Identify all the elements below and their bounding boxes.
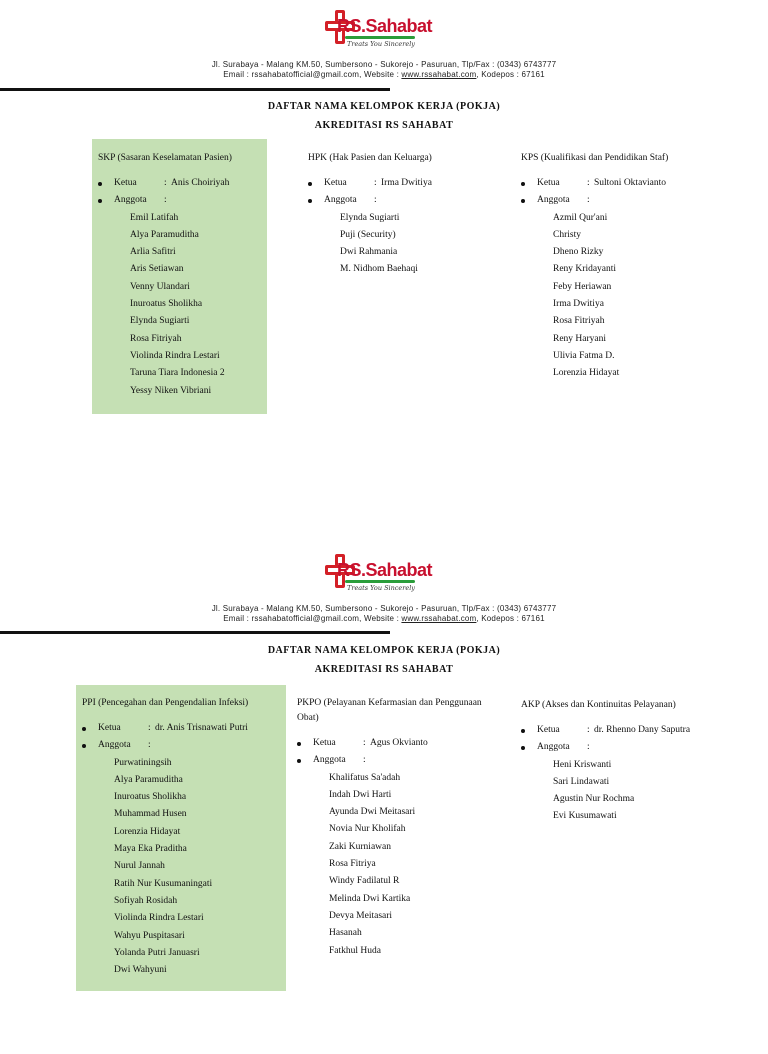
bullet-icon	[98, 182, 102, 186]
hospital-logo	[323, 10, 433, 54]
member-name: Muhammad Husen	[114, 809, 187, 820]
anggota-row	[98, 192, 266, 209]
bullet-icon	[82, 727, 86, 731]
contact-line: Email : rssahabatofficial@gmail.com, Website : www.rssahabat.com, Kodepos : 67161	[223, 614, 545, 623]
member-name: Zaki Kurniawan	[329, 841, 391, 852]
ketua-label: Ketua	[313, 738, 336, 748]
member-name: Indah Dwi Harti	[329, 789, 392, 800]
colon: :	[148, 723, 151, 733]
anggota-row	[297, 752, 502, 769]
ketua-row	[308, 175, 508, 192]
member-name: Taruna Tiara Indonesia 2	[130, 368, 225, 379]
member-name: Puji (Security)	[340, 229, 396, 240]
member-name: Ayunda Dwi Meitasari	[329, 807, 416, 818]
document-subtitle: AKREDITASI RS SAHABAT	[314, 664, 454, 675]
ketua-row	[521, 722, 721, 739]
website-link[interactable]: www.rssahabat.com	[401, 614, 477, 623]
member-name: Violinda Rindra Lestari	[130, 350, 220, 361]
contact-line: Email : rssahabatofficial@gmail.com, Website : www.rssahabat.com, Kodepos : 67161	[223, 70, 545, 79]
member-name: Agustin Nur Rochma	[553, 794, 635, 805]
anggota-label: Anggota	[537, 742, 570, 753]
ketua-row	[521, 175, 721, 192]
bullet-icon	[98, 199, 102, 203]
member-name: Devya Meitasari	[329, 910, 393, 921]
ketua-row	[98, 175, 266, 192]
colon: :	[148, 740, 151, 751]
ketua-name: Irma Dwitiya	[381, 178, 432, 188]
member-name: Fatkhul Huda	[329, 945, 381, 956]
colon: :	[164, 178, 167, 188]
member-name: Windy Fadilatul R	[329, 876, 400, 887]
colon: :	[374, 195, 377, 206]
member-name: Violinda Rindra Lestari	[114, 913, 204, 924]
member-name: Evi Kusumawati	[553, 811, 617, 822]
member-name: Sari Lindawati	[553, 776, 610, 787]
pokja-group-pkpo	[297, 696, 502, 960]
member-name: Rosa Fitriyah	[553, 316, 605, 327]
member-name: Dwi Wahyuni	[114, 965, 167, 976]
pokja-group-skp	[98, 151, 266, 400]
member-name: Feby Heriawan	[553, 281, 612, 292]
hospital-logo	[323, 554, 433, 598]
pokja-group-hpk	[308, 151, 508, 279]
member-name: Dheno Rizky	[553, 247, 604, 258]
colon: :	[363, 755, 366, 766]
member-name: Venny Ulandari	[130, 281, 190, 292]
member-name: Inuroatus Sholikha	[114, 792, 187, 803]
ketua-label: Ketua	[324, 178, 347, 188]
member-name: Yolanda Putri Januasri	[114, 947, 200, 958]
member-name: Wahyu Puspitasari	[114, 930, 185, 941]
bullet-icon	[521, 746, 525, 750]
anggota-row	[82, 737, 282, 754]
group-heading: PKPO (Pelayanan Kefarmasian dan Penggunaan Obat)	[297, 698, 482, 723]
member-name: Nurul Jannah	[114, 861, 165, 872]
document-title: DAFTAR NAMA KELOMPOK KERJA (POKJA)	[267, 101, 501, 112]
colon: :	[587, 742, 590, 753]
pokja-group-kps	[521, 151, 721, 383]
group-heading: PPI (Pencegahan dan Pengendalian Infeksi)	[82, 698, 249, 708]
member-name: Reny Haryani	[553, 333, 607, 344]
bullet-icon	[82, 744, 86, 748]
member-name: Rosa Fitriyah	[130, 333, 182, 344]
member-name: Arlia Safitri	[130, 247, 176, 258]
colon: :	[374, 178, 377, 188]
anggota-row	[308, 192, 508, 209]
bullet-icon	[297, 759, 301, 763]
logo-wordmark: RS.Sahabat	[337, 16, 433, 36]
bullet-icon	[521, 729, 525, 733]
member-name: Inuroatus Sholikha	[130, 299, 203, 310]
group-heading: AKP (Akses dan Kontinuitas Pelayanan)	[521, 700, 676, 710]
pokja-group-ppi	[82, 696, 282, 979]
member-name: Reny Kridayanti	[553, 264, 617, 275]
member-name: Sofiyah Rosidah	[114, 895, 178, 906]
ketua-label: Ketua	[98, 723, 121, 733]
ketua-row	[82, 720, 282, 737]
bullet-icon	[521, 199, 525, 203]
ketua-name: dr. Rhenno Dany Saputra	[594, 725, 691, 735]
logo-tagline: Treats You Sincerely	[347, 584, 415, 592]
website-link[interactable]: www.rssahabat.com	[401, 70, 477, 79]
member-name: Purwatiningsih	[114, 757, 172, 768]
group-heading: SKP (Sasaran Keselamatan Pasien)	[98, 153, 232, 163]
member-name: Aris Setiawan	[130, 264, 184, 275]
document-page-1	[0, 0, 768, 510]
colon: :	[363, 738, 366, 748]
document-title: DAFTAR NAMA KELOMPOK KERJA (POKJA)	[267, 645, 501, 656]
ketua-label: Ketua	[114, 178, 137, 188]
member-name: Alya Paramuditha	[130, 229, 199, 240]
colon: :	[164, 195, 167, 206]
header-divider	[0, 631, 390, 634]
group-heading: HPK (Hak Pasien dan Keluarga)	[308, 153, 432, 163]
anggota-label: Anggota	[98, 740, 131, 751]
member-name: Dwi Rahmania	[340, 247, 398, 258]
anggota-label: Anggota	[324, 195, 357, 206]
member-name: Elynda Sugiarti	[130, 316, 190, 327]
member-name: Rosa Fitriya	[329, 859, 376, 870]
member-name: Novia Nur Kholifah	[329, 824, 406, 835]
ketua-label: Ketua	[537, 725, 560, 735]
ketua-name: Sultoni Oktavianto	[594, 178, 667, 188]
ketua-row	[297, 735, 502, 752]
member-name: Khalifatus Sa'adah	[329, 772, 401, 783]
anggota-label: Anggota	[313, 755, 346, 766]
member-name: Azmil Qur'ani	[553, 212, 608, 223]
address-line: Jl. Surabaya - Malang KM.50, Sumbersono - Sukorejo - Pasuruan, Tlp/Fax : (0343) 6743777	[211, 604, 557, 613]
anggota-row	[521, 192, 721, 209]
ketua-name: dr. Anis Trisnawati Putri	[155, 723, 248, 733]
pokja-group-akp	[521, 698, 721, 826]
document-subtitle: AKREDITASI RS SAHABAT	[314, 120, 454, 131]
logo-swoosh	[345, 36, 415, 39]
member-name: Elynda Sugiarti	[340, 212, 400, 223]
header-divider	[0, 88, 390, 91]
member-name: Lorenzia Hidayat	[114, 826, 181, 837]
bullet-icon	[521, 182, 525, 186]
member-name: Heni Kriswanti	[553, 759, 612, 770]
member-name: Yessy Niken Vibriani	[130, 385, 212, 396]
member-name: Christy	[553, 229, 581, 240]
ketua-name: Agus Okvianto	[370, 738, 428, 748]
member-name: Ratih Nur Kusumaningati	[114, 878, 213, 889]
bullet-icon	[308, 199, 312, 203]
member-name: M. Nidhom Baehaqi	[340, 264, 418, 275]
anggota-label: Anggota	[114, 195, 147, 206]
member-name: Melinda Dwi Kartika	[329, 893, 411, 904]
member-name: Alya Paramuditha	[114, 774, 183, 785]
member-name: Irma Dwitiya	[553, 299, 604, 310]
member-name: Hasanah	[329, 928, 362, 939]
colon: :	[587, 725, 590, 735]
member-name: Ulivia Fatma D.	[553, 350, 615, 361]
logo-tagline: Treats You Sincerely	[347, 40, 415, 48]
bullet-icon	[308, 182, 312, 186]
logo-swoosh	[345, 580, 415, 583]
anggota-row	[521, 739, 721, 756]
ketua-name: Anis Choiriyah	[171, 178, 230, 188]
ketua-label: Ketua	[537, 178, 560, 188]
logo-wordmark: RS.Sahabat	[337, 560, 433, 580]
colon: :	[587, 195, 590, 206]
group-heading: KPS (Kualifikasi dan Pendidikan Staf)	[521, 153, 669, 163]
address-line: Jl. Surabaya - Malang KM.50, Sumbersono - Sukorejo - Pasuruan, Tlp/Fax : (0343) 6743777	[211, 60, 557, 69]
bullet-icon	[297, 742, 301, 746]
member-name: Emil Latifah	[130, 212, 179, 223]
member-name: Maya Eka Praditha	[114, 844, 187, 855]
member-name: Lorenzia Hidayat	[553, 368, 620, 379]
colon: :	[587, 178, 590, 188]
anggota-label: Anggota	[537, 195, 570, 206]
document-page-2	[0, 544, 768, 1054]
